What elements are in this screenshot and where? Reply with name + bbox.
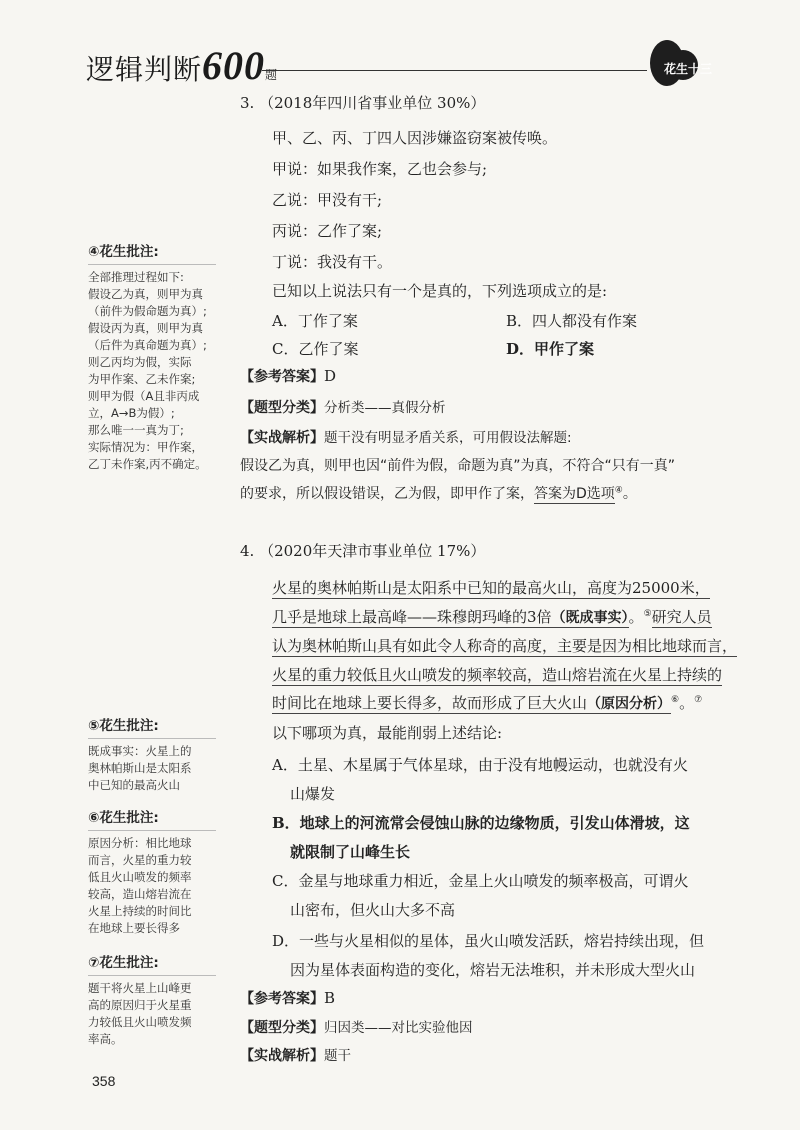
- passage-line: 时间比在地球上要长得多，故而形成了巨大火山（原因分析）⑥。⑦: [272, 694, 703, 712]
- question-4-header: 4. （2020年天津市事业单位 17%）: [240, 542, 486, 560]
- passage-line: 认为奥林帕斯山具有如此令人称奇的高度，主要是因为相比地球而言，: [272, 637, 738, 655]
- passage-line: 几乎是地球上最高峰——珠穆朗玛峰的3倍（既成事实）。⑤研究人员: [272, 608, 712, 626]
- analysis-line: 假设乙为真，则甲也因“前件为假，命题为真”为真，不符合“只有一真”: [240, 458, 676, 474]
- type-tag: 【题型分类】: [240, 400, 324, 416]
- side-note-line: 奥林帕斯山是太阳系: [88, 761, 192, 775]
- side-note-line: 低且火山喷发的频率: [88, 870, 192, 884]
- side-note-line: （前件为假命题为真）;: [88, 304, 207, 318]
- option-a: A．土星、木星属于气体星球，由于没有地幔运动，也就没有火: [272, 756, 688, 774]
- analysis-line: 的要求，所以假设错误，乙为假，即甲作了案，答案为D选项④。: [240, 485, 637, 502]
- side-note-title: ④花生批注:: [88, 244, 159, 260]
- book-number: 600: [202, 43, 266, 88]
- analysis-tag: 【实战解析】: [240, 1048, 324, 1064]
- passage-line: 火星的奥林帕斯山是太阳系中已知的最高火山，高度为25000米，: [272, 579, 710, 597]
- side-note-line: 实际情况为：甲作案，: [88, 440, 203, 454]
- statement-yi: 乙说：甲没有干;: [272, 191, 383, 209]
- analysis-text: 题干: [324, 1048, 351, 1064]
- side-note-title: ⑥花生批注:: [88, 810, 159, 826]
- analysis-text: 题干没有明显矛盾关系，可用假设法解题:: [324, 430, 572, 446]
- answer-tag: 【参考答案】: [240, 991, 324, 1007]
- statement-bing: 丙说：乙作了案;: [272, 222, 383, 240]
- side-note-line: 火星上持续的时间比: [88, 904, 192, 918]
- option-c: C．乙作了案: [272, 340, 359, 358]
- side-note-title: ⑤花生批注:: [88, 718, 159, 734]
- question-4-prompt: 以下哪项为真，最能削弱上述结论:: [272, 724, 503, 742]
- option-d: D．甲作了案: [506, 340, 595, 358]
- side-note-7: [88, 955, 230, 1048]
- side-note-line: 在地球上要长得多: [88, 921, 180, 935]
- side-note-line: 则乙丙均为假，实际: [88, 355, 192, 369]
- side-note-line: 而言，火星的重力较: [88, 853, 192, 867]
- analysis-row: [240, 1044, 351, 1065]
- option-a-cont: 山爆发: [290, 785, 336, 803]
- side-note-line: 假设乙为真，则甲为真: [88, 287, 203, 301]
- page-header: [0, 0, 800, 90]
- answer-row: [240, 366, 336, 386]
- side-note-line: 力较低且火山喷发频: [88, 1015, 192, 1029]
- option-a: A．丁作了案: [272, 312, 358, 330]
- option-c: C．金星与地球重力相近，金星上火山喷发的频率极高，可谓火: [272, 872, 689, 890]
- side-note-line: 立，A→B为假）;: [88, 406, 175, 420]
- side-note-line: 为甲作案、乙未作案;: [88, 372, 196, 386]
- side-note-title: ⑦花生批注:: [88, 955, 159, 971]
- analysis-row: [240, 426, 572, 447]
- page-number: 358: [92, 1073, 116, 1089]
- question-3-prompt: 已知以上说法只有一个是真的，下列选项成立的是:: [272, 282, 608, 300]
- option-c-cont: 山密布，但火山大多不高: [290, 901, 456, 919]
- side-note-line: （后件为真命题为真）;: [88, 338, 207, 352]
- brand-text: 花生十三: [664, 62, 713, 76]
- type-row: [240, 1016, 473, 1037]
- option-b: B．四人都没有作案: [506, 312, 638, 330]
- side-note-line: 乙丁未作案,丙不确定。: [88, 457, 207, 471]
- side-note-line: 全部推理过程如下:: [88, 270, 184, 284]
- statement-jia: 甲说：如果我作案，乙也会参与;: [272, 160, 488, 178]
- side-note-line: 既成事实：火星上的: [88, 744, 192, 758]
- type-value: 分析类——真假分析: [324, 400, 446, 416]
- side-note-4: [88, 244, 230, 473]
- passage-line: 火星的重力较低且火山喷发的频率较高，造山熔岩流在火星上持续的: [272, 666, 723, 684]
- type-tag: 【题型分类】: [240, 1020, 324, 1036]
- side-note-line: 高的原因归于火星重: [88, 998, 192, 1012]
- side-note-5: [88, 718, 230, 794]
- answer-underline: 答案为D选项: [534, 486, 615, 502]
- answer-value: D: [324, 367, 337, 385]
- side-note-line: 那么唯一一真为丁;: [88, 423, 184, 437]
- answer-value: B: [324, 989, 336, 1007]
- side-note-6: [88, 810, 230, 937]
- book-title: 逻辑判断600题: [86, 43, 279, 88]
- type-row: [240, 396, 446, 417]
- question-3-stem: 甲、乙、丙、丁四人因涉嫌盗窃案被传唤。: [272, 129, 558, 147]
- statement-ding: 丁说：我没有干。: [272, 253, 393, 271]
- book-suffix: 题: [265, 68, 279, 82]
- question-3-header: 3. （2018年四川省事业单位 30%）: [240, 94, 486, 112]
- side-note-line: 则甲为假（A且非丙成: [88, 389, 200, 403]
- side-note-line: 较高，造山熔岩流在: [88, 887, 192, 901]
- analysis-tag: 【实战解析】: [240, 430, 324, 446]
- header-rule: [262, 70, 647, 71]
- answer-tag: 【参考答案】: [240, 369, 324, 385]
- answer-row: [240, 988, 335, 1008]
- option-b-cont: 就限制了山峰生长: [290, 843, 411, 861]
- side-note-line: 假设丙为真，则甲为真: [88, 321, 203, 335]
- side-note-line: 原因分析：相比地球: [88, 836, 192, 850]
- side-note-line: 率高。: [88, 1032, 123, 1046]
- type-value: 归因类——对比实验他因: [324, 1020, 473, 1036]
- option-d-cont: 因为星体表面构造的变化，熔岩无法堆积，并未形成大型火山: [290, 961, 696, 979]
- option-b: B．地球上的河流常会侵蚀山脉的边缘物质，引发山体滑坡，这: [272, 814, 690, 832]
- option-d: D．一些与火星相似的星体，虽火山喷发活跃，熔岩持续出现，但: [272, 932, 705, 950]
- side-note-line: 中已知的最高火山: [88, 778, 180, 792]
- side-note-line: 题干将火星上山峰更: [88, 981, 192, 995]
